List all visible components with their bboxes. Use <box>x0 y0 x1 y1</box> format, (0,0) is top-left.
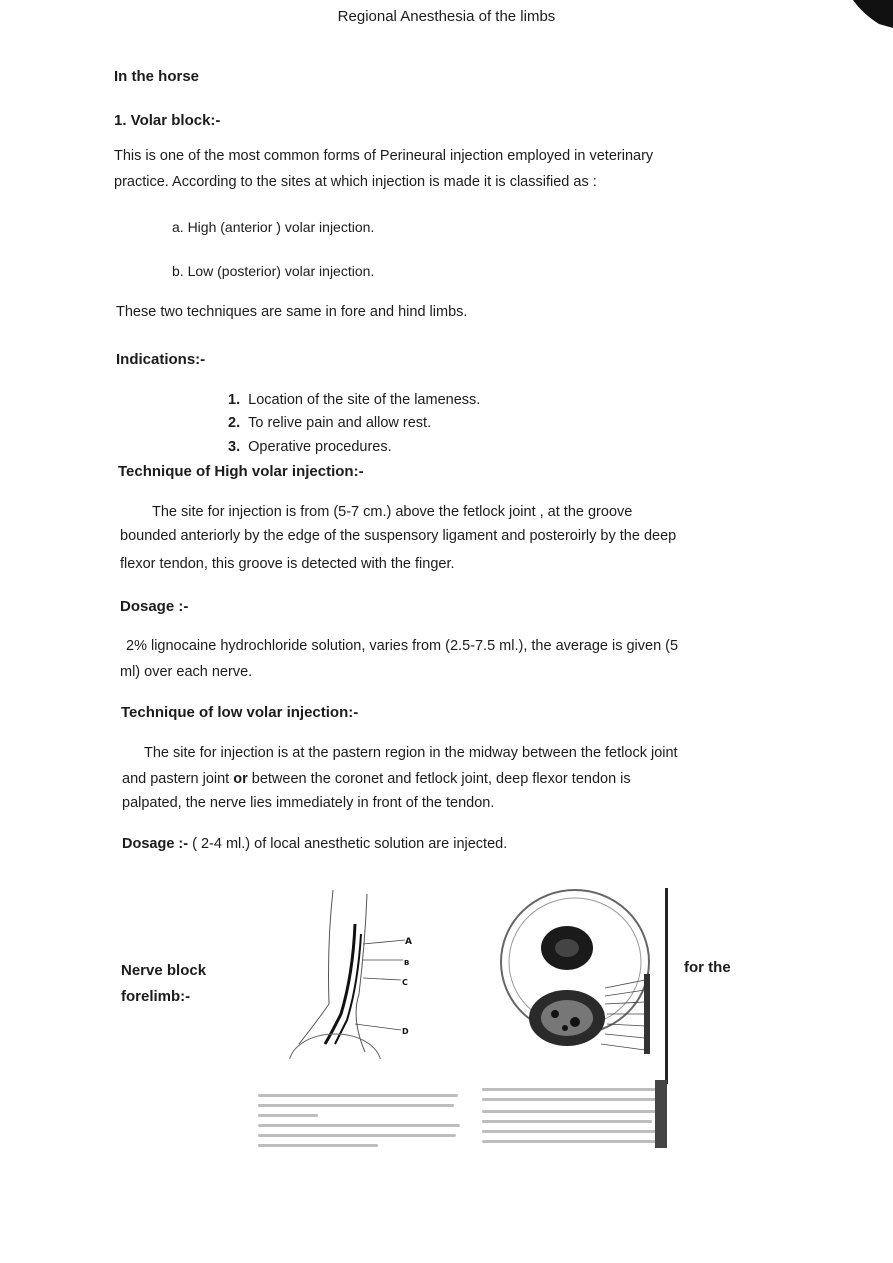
page-title: Regional Anesthesia of the limbs <box>337 8 556 25</box>
figure-caption-blur <box>482 1130 660 1133</box>
high-volar-line-1: The site for injection is from (5-7 cm.) above the fetlock joint , at the groove <box>152 504 633 520</box>
dosage-heading: Dosage :- <box>120 598 189 615</box>
figure-caption-blur <box>258 1134 456 1137</box>
figure-label-b: B <box>404 959 410 967</box>
high-volar-line-3: flexor tendon, this groove is detected with the finger. <box>120 556 455 572</box>
high-volar-heading: Technique of High volar injection:- <box>118 463 364 480</box>
figure-edge-strip <box>655 1080 667 1148</box>
same-note: These two techniques are same in fore and hind limbs. <box>116 304 468 320</box>
volar-block-heading: 1. Volar block:- <box>114 112 221 129</box>
figure-label-d: D <box>402 1027 409 1036</box>
indication-item: 3. Operative procedures. <box>228 439 392 455</box>
nerve-block-label-1: Nerve block <box>121 962 207 979</box>
figure-caption-blur <box>482 1120 652 1123</box>
figure-caption-blur <box>482 1140 658 1143</box>
species-heading: In the horse <box>114 68 200 85</box>
figure-caption-blur <box>258 1094 458 1097</box>
dosage-line-2: ml) over each nerve. <box>120 664 253 680</box>
figure-label-a: A <box>405 937 412 947</box>
intro-line-2: practice. According to the sites at which injection is made it is classified as : <box>114 174 597 190</box>
indication-item: 2. To relive pain and allow rest. <box>228 415 432 431</box>
indications-heading: Indications:- <box>116 351 206 368</box>
option-b: b. Low (posterior) volar injection. <box>172 263 375 279</box>
low-volar-heading: Technique of low volar injection:- <box>121 704 359 721</box>
dosage-line-1: 2% lignocaine hydrochloride solution, varies from (2.5-7.5 ml.), the average is given (5 <box>126 638 679 654</box>
figure-caption-blur <box>258 1104 454 1107</box>
figure-caption-blur <box>482 1098 658 1101</box>
figure-caption-blur <box>258 1114 318 1117</box>
option-a: a. High (anterior ) volar injection. <box>172 219 375 235</box>
limb-nerve-figure <box>255 884 460 1059</box>
low-volar-line-1: The site for injection is at the pastern region in the midway between the fetlock joint <box>144 745 678 761</box>
figure-caption-blur <box>482 1088 662 1091</box>
low-volar-line-2: and pastern joint or between the coronet and fetlock joint, deep flexor tendon is <box>122 771 631 787</box>
indication-item: 1. Location of the site of the lameness. <box>228 392 481 408</box>
nerve-block-label-2: forelimb:- <box>121 988 191 1005</box>
high-volar-line-2: bounded anteriorly by the edge of the suspensory ligament and posteroirly by the deep <box>120 528 677 544</box>
figure-caption-blur <box>258 1144 378 1147</box>
intro-line-1: This is one of the most common forms of Perineural injection employed in veterinary <box>114 148 654 164</box>
figure-label-c: C <box>402 978 408 987</box>
figure-caption-blur <box>258 1124 460 1127</box>
dosage-2: Dosage :- ( 2-4 ml.) of local anesthetic solution are injected. <box>122 836 508 852</box>
for-the-label: for the <box>684 959 731 976</box>
cross-section-figure <box>495 884 675 1084</box>
low-volar-line-3: palpated, the nerve lies immediately in front of the tendon. <box>122 795 495 811</box>
figure-caption-blur <box>482 1110 662 1113</box>
